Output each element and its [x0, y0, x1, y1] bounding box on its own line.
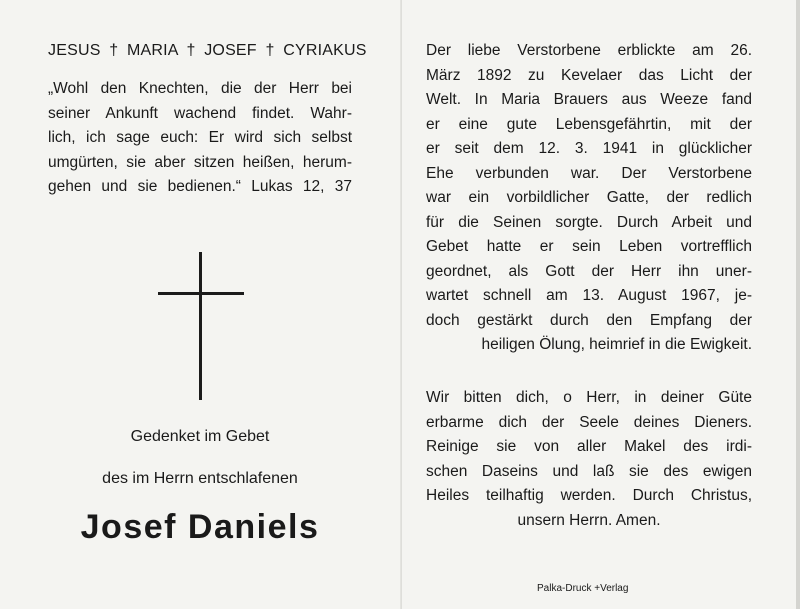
closing-prayer — [426, 386, 752, 533]
heading-name-jesus: JESUS — [48, 42, 101, 59]
biography-line: Der liebe Verstorbene erblickte am 26. — [426, 42, 752, 59]
right-panel — [400, 0, 800, 609]
biography-line: Gebet hatte er sein Leben vortrefflich — [426, 238, 752, 255]
cross-icon — [158, 252, 244, 400]
cross-horizontal-beam — [158, 292, 244, 295]
prayer-line: erbarme dich der Seele deines Dieners. — [426, 413, 752, 431]
biography-line: März 1892 zu Kevelaer das Licht der — [426, 66, 752, 84]
verse-line: gehen und sie bedienen.“ Lukas 12, 37 — [48, 178, 352, 195]
verse-line: seiner Ankunft wachend findet. Wahr- — [48, 104, 352, 122]
biography-line: Ehe verbunden war. Der Verstorbene — [426, 164, 752, 182]
printer-imprint: Palka-Druck +Verlag — [537, 583, 629, 594]
heading-name-maria: MARIA — [127, 42, 178, 59]
saints-heading — [48, 42, 367, 60]
prayer-request-line-2: des im Herrn entschlafenen — [102, 470, 298, 487]
bible-verse — [48, 77, 352, 200]
prayer-line: schen Daseins und laß sie des ewigen — [426, 462, 752, 480]
biography-line: Welt. In Maria Brauers aus Weeze fand — [426, 91, 752, 108]
heading-name-josef: JOSEF — [204, 42, 257, 59]
cross-vertical-beam — [199, 252, 202, 400]
biography-line: er eine gute Lebensgefährtin, mit der — [426, 115, 752, 133]
verse-line: „Wohl den Knechten, die der Herr bei — [48, 80, 352, 97]
prayer-line: Reinige sie von aller Makel des irdi- — [426, 438, 752, 455]
biography-line: für die Seinen sorgte. Durch Arbeit und — [426, 213, 752, 231]
prayer-request-line-1: Gedenket im Gebet — [130, 428, 270, 445]
verse-line: lich, ich sage euch: Er wird sich selbst — [48, 129, 352, 146]
biography-text — [426, 39, 752, 358]
prayer-line: Heiles teilhaftig werden. Durch Christus, — [426, 487, 752, 504]
dagger-icon: † — [186, 42, 196, 59]
biography-line: heiligen Ölung, heimrief in die Ewigkeit. — [481, 336, 752, 353]
biography-line: geordnet, als Gott der Herr ihn uner- — [426, 262, 752, 280]
biography-line: er seit dem 12. 3. 1941 in glücklicher — [426, 140, 752, 157]
biography-line: doch gestärkt durch den Empfang der — [426, 311, 752, 329]
deceased-name: Josef Daniels — [80, 508, 320, 546]
biography-line: wartet schnell am 13. August 1967, je- — [426, 287, 752, 304]
verse-line: umgürten, sie aber sitzen heißen, herum- — [48, 153, 352, 171]
dagger-icon: † — [109, 42, 119, 59]
prayer-line: unsern Herrn. Amen. — [517, 511, 661, 529]
prayer-line: Wir bitten dich, o Herr, in deiner Güte — [426, 389, 752, 406]
heading-name-cyriakus: CYRIAKUS — [283, 42, 367, 59]
biography-line: war ein vorbildlicher Gatte, der redlich — [426, 189, 752, 206]
dagger-icon: † — [265, 42, 275, 59]
